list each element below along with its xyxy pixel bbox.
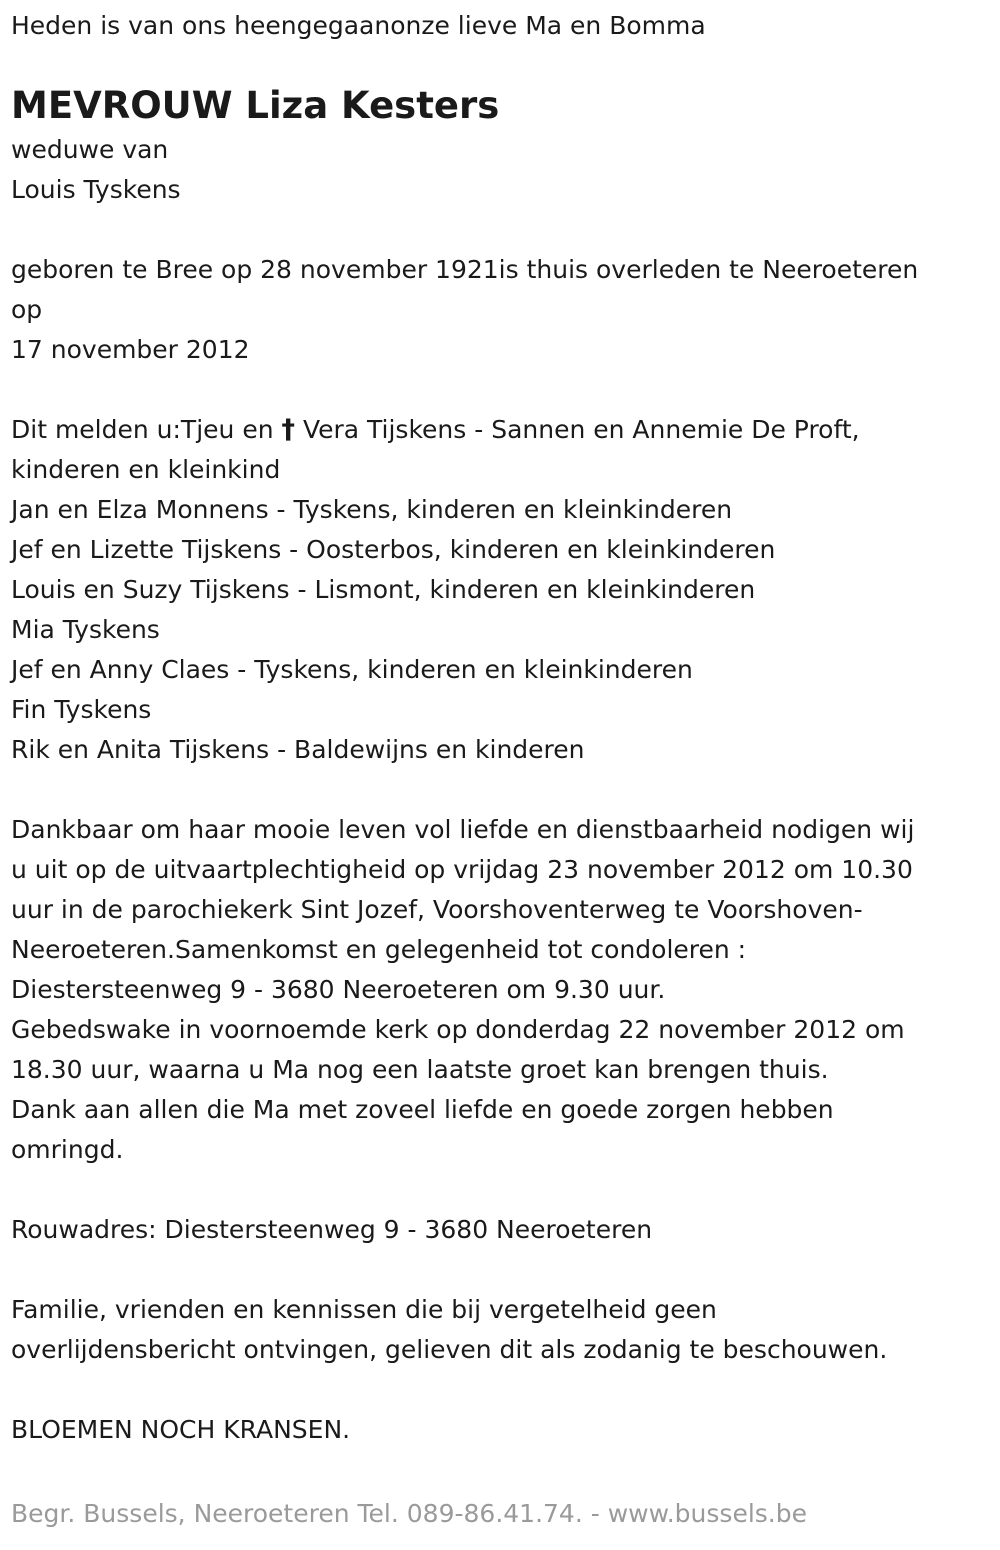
- family-first-prefix: Dit melden u:Tjeu en: [11, 415, 282, 444]
- ceremony-line: uur in de parochiekerk Sint Jozef, Voorshoventerweg te Voorshoven-: [11, 895, 863, 924]
- birth-death-line-continued: op: [11, 295, 43, 324]
- ceremony-line: Dank aan allen die Ma met zoveel liefde en goede zorgen hebben: [11, 1095, 834, 1124]
- spacer: [11, 1370, 986, 1410]
- family-first-rest: Vera Tijskens - Sannen en Annemie De Proft,: [295, 415, 860, 444]
- family-member: Jan en Elza Monnens - Tyskens, kinderen en kleinkinderen: [11, 495, 733, 524]
- funeral-home-footer: Begr. Bussels, Neeroeteren Tel. 089-86.41.74. - www.bussels.be: [11, 1499, 807, 1528]
- ceremony-line: Dankbaar om haar mooie leven vol liefde en dienstbaarheid nodigen wij: [11, 815, 915, 844]
- family-member: Louis en Suzy Tijskens - Lismont, kinderen en kleinkinderen: [11, 575, 756, 604]
- family-member: Rik en Anita Tijskens - Baldewijns en kinderen: [11, 735, 585, 764]
- family-member: Jef en Anny Claes - Tyskens, kinderen en kleinkinderen: [11, 655, 693, 684]
- spacer: [11, 1170, 986, 1210]
- notice-line: Familie, vrienden en kennissen die bij vergetelheid geen: [11, 1295, 717, 1324]
- family-member: Mia Tyskens: [11, 615, 160, 644]
- ceremony-line: u uit op de uitvaartplechtigheid op vrijdag 23 november 2012 om 10.30: [11, 855, 913, 884]
- family-first-line-continued: kinderen en kleinkind: [11, 455, 281, 484]
- spacer: [11, 1250, 986, 1290]
- no-flowers-notice: BLOEMEN NOCH KRANSEN.: [11, 1415, 351, 1444]
- spacer: [11, 210, 986, 250]
- spouse-name: Louis Tyskens: [11, 175, 181, 204]
- ceremony-line: Neeroeteren.Samenkomst en gelegenheid tot condoleren :: [11, 935, 747, 964]
- deceased-name: MEVROUW Liza Kesters: [11, 84, 500, 127]
- death-date: 17 november 2012: [11, 335, 250, 364]
- intro-text: Heden is van ons heengegaanonze lieve Ma en Bomma: [11, 11, 706, 40]
- spacer: [11, 370, 986, 410]
- ceremony-line: Diestersteenweg 9 - 3680 Neeroeteren om 9.30 uur.: [11, 975, 666, 1004]
- ceremony-line: omringd.: [11, 1135, 124, 1164]
- cross-icon: †: [281, 414, 295, 445]
- ceremony-line: 18.30 uur, waarna u Ma nog een laatste groet kan brengen thuis.: [11, 1055, 829, 1084]
- spacer: [11, 770, 986, 810]
- family-member: Jef en Lizette Tijskens - Oosterbos, kinderen en kleinkinderen: [11, 535, 776, 564]
- ceremony-line: Gebedswake in voornoemde kerk op donderdag 22 november 2012 om: [11, 1015, 905, 1044]
- mourning-address: Rouwadres: Diestersteenweg 9 - 3680 Neeroeteren: [11, 1215, 653, 1244]
- family-member: Fin Tyskens: [11, 695, 152, 724]
- birth-death-line: geboren te Bree op 28 november 1921is thuis overleden te Neeroeteren: [11, 255, 919, 284]
- obituary-document: [11, 6, 986, 1450]
- notice-line: overlijdensbericht ontvingen, gelieven dit als zodanig te beschouwen.: [11, 1335, 888, 1364]
- widow-of-label: weduwe van: [11, 135, 169, 164]
- family-first-line: [11, 410, 986, 450]
